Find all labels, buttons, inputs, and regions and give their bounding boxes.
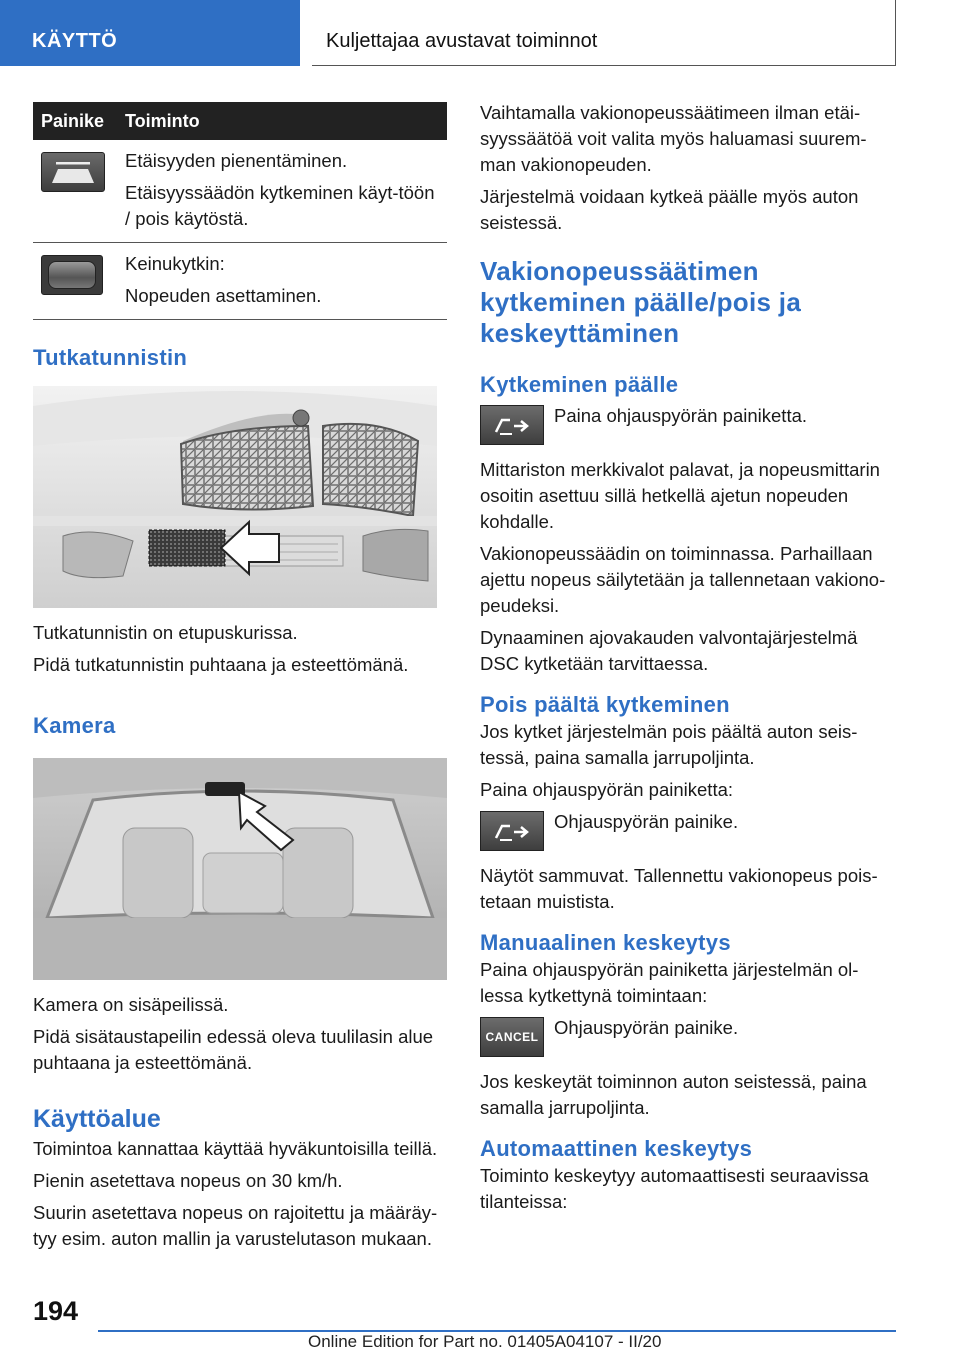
switch-on-text: Vakionopeussäädin on toiminnassa. Parhaillaan ajettu nopeus säilytetään ja tallennetaan vakiono-peudeksi. — [480, 543, 886, 616]
usage-text: Toimintoa kannattaa käyttää hyväkuntoisilla teillä. — [33, 1138, 438, 1159]
cancel-button-label: CANCEL — [485, 1030, 539, 1044]
camera-text: Kamera on sisäpeilissä. — [33, 994, 229, 1015]
left-column — [33, 102, 447, 1252]
radar-heading: Tutkatunnistin — [33, 345, 188, 370]
table-cell-text: Nopeuden asettaminen. — [125, 285, 322, 306]
manual-after: Jos keskeytät toiminnon auton seistessä, paina samalla jarrupoljinta. — [480, 1071, 867, 1118]
manual-heading: Manuaalinen keskeytys — [480, 930, 731, 955]
switch-on-text: Dynaaminen ajovakauden valvontajärjestelmä DSC kytketään tarvittaessa. — [480, 627, 858, 674]
camera-text: Pidä sisätaustapeilin edessä oleva tuulilasin alue puhtaana ja esteettömänä. — [33, 1026, 434, 1073]
auto-text: Toiminto keskeytyy automaattisesti seuraavissa tilanteissa: — [480, 1165, 869, 1212]
radar-sensor-illustration — [33, 386, 437, 608]
switch-off-after: Näytöt sammuvat. Tallennettu vakionopeus pois-tetaan muistista. — [480, 865, 878, 912]
chapter-title: Kuljettajaa avustavat toiminnot — [312, 0, 896, 66]
cruise-control-button-icon — [480, 405, 544, 445]
table-cell-text: Etäisyyssäädön kytkeminen käyt-töön / pois käytöstä. — [125, 182, 435, 229]
footer-edition: Online Edition for Part no. 01405A04107 - II/20 — [308, 1332, 662, 1351]
page-header — [0, 0, 960, 66]
switch-off-heading: Pois päältä kytkeminen — [480, 692, 730, 717]
table-row — [33, 243, 447, 320]
table-header-button: Painike — [33, 102, 117, 140]
intro-text: Vaihtamalla vakionopeussäätimeen ilman etäi-syyssäätöä voit valita myös haluamasi suurem-man vakionopeuden. — [480, 102, 867, 175]
switch-off-text: Paina ohjauspyörän painiketta: — [480, 779, 734, 800]
camera-illustration — [33, 758, 447, 980]
switch-on-instruction — [480, 405, 896, 445]
table-row — [33, 140, 447, 243]
page-number: 194 — [33, 1296, 79, 1326]
intro-text: Järjestelmä voidaan kytkeä päälle myös auton seistessä. — [480, 186, 859, 233]
camera-heading: Kamera — [33, 713, 116, 738]
manual-instruction — [480, 1017, 896, 1057]
cruise-main-heading: Vakionopeussäätimen kytkeminen päälle/pois ja keskeyttäminen — [480, 256, 802, 348]
cancel-button-icon — [480, 1017, 544, 1057]
table-header-row — [33, 102, 447, 140]
distance-button-icon — [41, 152, 105, 192]
radar-text: Pidä tutkatunnistin puhtaana ja esteettömänä. — [33, 654, 409, 675]
switch-off-text: Jos kytket järjestelmän pois päältä auton seis-tessä, paina samalla jarrupoljinta. — [480, 721, 858, 768]
right-column — [480, 100, 896, 1215]
cruise-control-button-icon — [480, 811, 544, 851]
manual-text: Paina ohjauspyörän painiketta järjestelmän ol-lessa kytkettynä toimintaan: — [480, 959, 859, 1006]
auto-heading: Automaattinen keskeytys — [480, 1136, 753, 1161]
manual-icon-text: Ohjauspyörän painike. — [554, 1017, 739, 1038]
switch-on-text: Mittariston merkkivalot palavat, ja nopeusmittarin osoitin asettuu sillä hetkellä ajetun nopeuden kohdalle. — [480, 459, 880, 532]
section-title: KÄYTTÖ — [0, 0, 300, 66]
switch-on-heading: Kytkeminen päälle — [480, 372, 679, 397]
switch-off-instruction — [480, 811, 896, 851]
switch-on-icon-text: Paina ohjauspyörän painiketta. — [554, 405, 808, 426]
table-cell-text: Etäisyyden pienentäminen. — [125, 150, 348, 171]
usage-text: Pienin asetettava nopeus on 30 km/h. — [33, 1170, 343, 1191]
table-header-function: Toiminto — [117, 102, 447, 140]
rocker-switch-icon — [41, 255, 103, 295]
usage-heading: Käyttöalue — [33, 1105, 161, 1133]
button-function-table — [33, 102, 447, 320]
switch-off-icon-text: Ohjauspyörän painike. — [554, 811, 739, 832]
table-cell-text: Keinukytkin: — [125, 253, 225, 274]
usage-text: Suurin asetettava nopeus on rajoitettu ja määräy-tyy esim. auton mallin ja varustelutason mukaan. — [33, 1202, 438, 1249]
radar-text: Tutkatunnistin on etupuskurissa. — [33, 622, 298, 643]
